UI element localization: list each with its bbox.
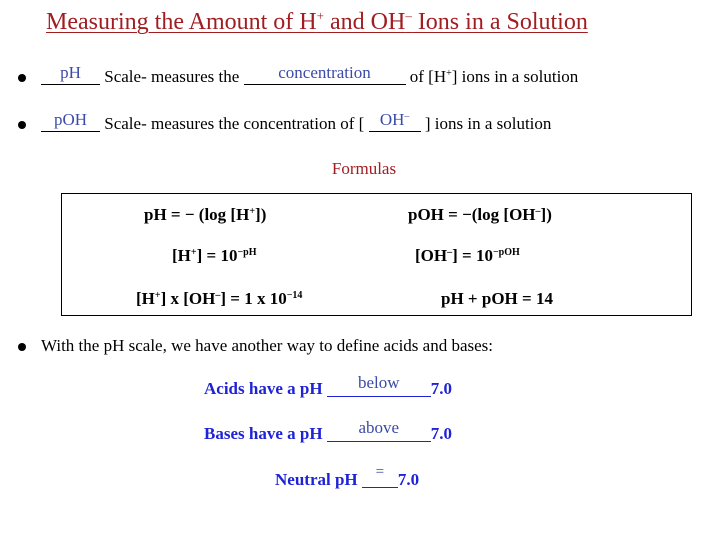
answer-ph: pH [60,63,81,82]
answer-equals: = [375,464,385,480]
blank-oh [369,110,421,132]
bullet-icon [18,121,26,129]
bullet-poh-scale: pOH Scale- measures the concentration of [ OH– ] ions in a solution [41,114,551,134]
bases-statement: Bases have a pH above 7.0 [204,418,453,443]
blank-concentration [244,63,406,85]
answer-concentration: concentration [278,63,371,82]
h-concentration-formula: $[H^+] = 10^{-pH}$ [172,246,257,265]
ph-poh-sum-formula: pH + pOH = 14 [441,289,553,308]
ph-formula: pH = − (log [H+]) [144,205,267,224]
blank-neutral [362,464,398,488]
page-title: Measuring the Amount of H+ and OH– Ions in a Solution [46,8,588,35]
blank-ph [41,63,100,85]
acids-statement: Acids have a pH below 7.0 [204,373,453,398]
bullet-icon [18,74,26,82]
blank-acids [327,373,431,397]
bullet-acids-bases-intro: With the pH scale, we have another way to define acids and bases: [41,336,494,355]
answer-oh: OH– [379,110,410,129]
answer-above: above [358,418,400,437]
answer-below: below [358,373,400,392]
water-constant-formula: [H+] x [OH–] = 1 x $10^{-14}$ [136,289,303,308]
bullet-icon [18,343,26,351]
blank-bases [327,418,431,442]
bullet-ph-scale: pH Scale- measures the concentration of [H+] ions in a solution [41,67,578,87]
neutral-statement: Neutral pH = 7.0 [275,464,420,489]
blank-poh [41,110,100,132]
oh-concentration-formula: $[OH^-] = 10^{-pOH}$ [415,246,520,265]
answer-poh: pOH [53,110,88,129]
formulas-heading: Formulas [331,159,397,178]
poh-formula: pOH = −(log [OH–]) [408,205,552,224]
